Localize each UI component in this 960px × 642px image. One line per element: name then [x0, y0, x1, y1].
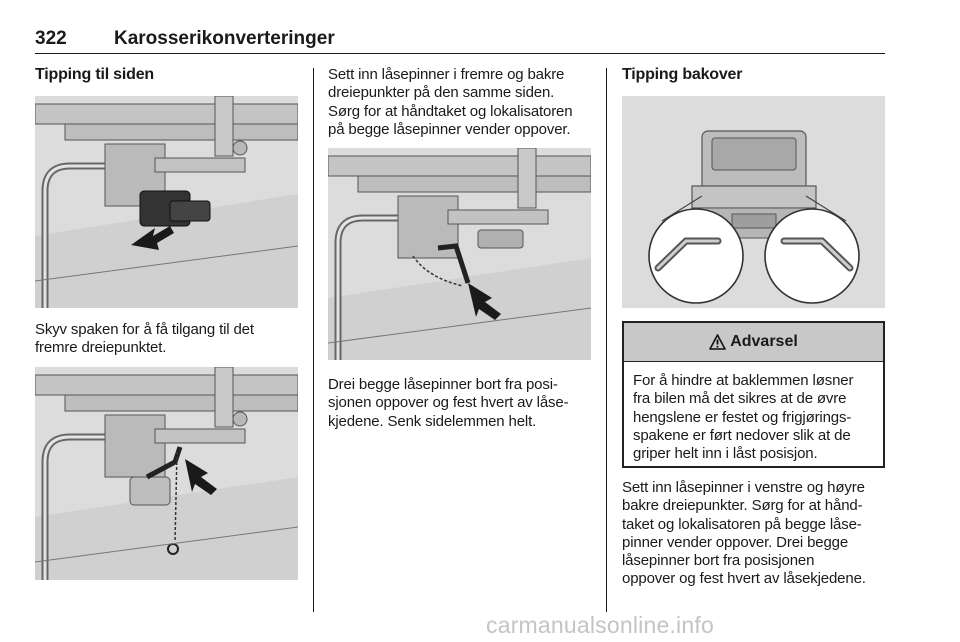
rear-truck-illustration-svg: [622, 96, 885, 308]
warning-triangle-icon: [709, 334, 726, 350]
paragraph-rear-pins: Sett inn låsepinner i venstre og høyre bakre dreiepunkter. Sørg for at hånd- taket og lokalisatoren på begge låse- pinner vender oppover. Drei begge låsepinner bort fra posisjonen oppover og fest hvert av låsekjedene.: [622, 479, 866, 588]
warning-text: For å hindre at baklemmen løsner fra bilen må det sikres at de øvre hengslene er festet og frigjørings- spakene er ført nedover slik at de griper helt inn i låst posisjon.: [633, 372, 854, 463]
paragraph-release-lever: Skyv spaken for å få tilgang til det fremre dreiepunktet.: [35, 321, 254, 357]
warning-title: Advarsel: [730, 333, 798, 350]
illustration-pin-rotate: [328, 148, 591, 360]
watermark: carmanualsonline.info: [486, 612, 714, 638]
illustration-release-lever: [35, 96, 298, 308]
warning-box: [622, 321, 885, 468]
section-heading-side-tipping: Tipping til siden: [35, 66, 154, 83]
paragraph-rotate-pins: Drei begge låsepinner bort fra posi- sjonen oppover og fest hvert av låse- kjedene. Senk sidelemmen helt.: [328, 376, 569, 430]
paragraph-insert-pins: Sett inn låsepinner i fremre og bakre dreiepunkter på den samme siden. Sørg for at håndtaket og lokalisatoren på begge låsepinner vender oppover.: [328, 66, 573, 138]
page-number: 322: [35, 28, 67, 49]
column-divider-1: [313, 68, 314, 612]
column-divider-2: [606, 68, 607, 612]
lever-illustration-svg: [35, 96, 298, 308]
pin-rotate-illustration-svg: [328, 148, 591, 360]
warning-header: [624, 323, 883, 362]
lock-pin-illustration-svg: [35, 367, 298, 580]
illustration-rear-truck: [622, 96, 885, 308]
section-heading-rear-tipping: Tipping bakover: [622, 66, 743, 83]
page-header: [35, 28, 885, 54]
chapter-title: Karosserikonverteringer: [114, 28, 335, 49]
illustration-lock-pin-chain: [35, 367, 298, 580]
